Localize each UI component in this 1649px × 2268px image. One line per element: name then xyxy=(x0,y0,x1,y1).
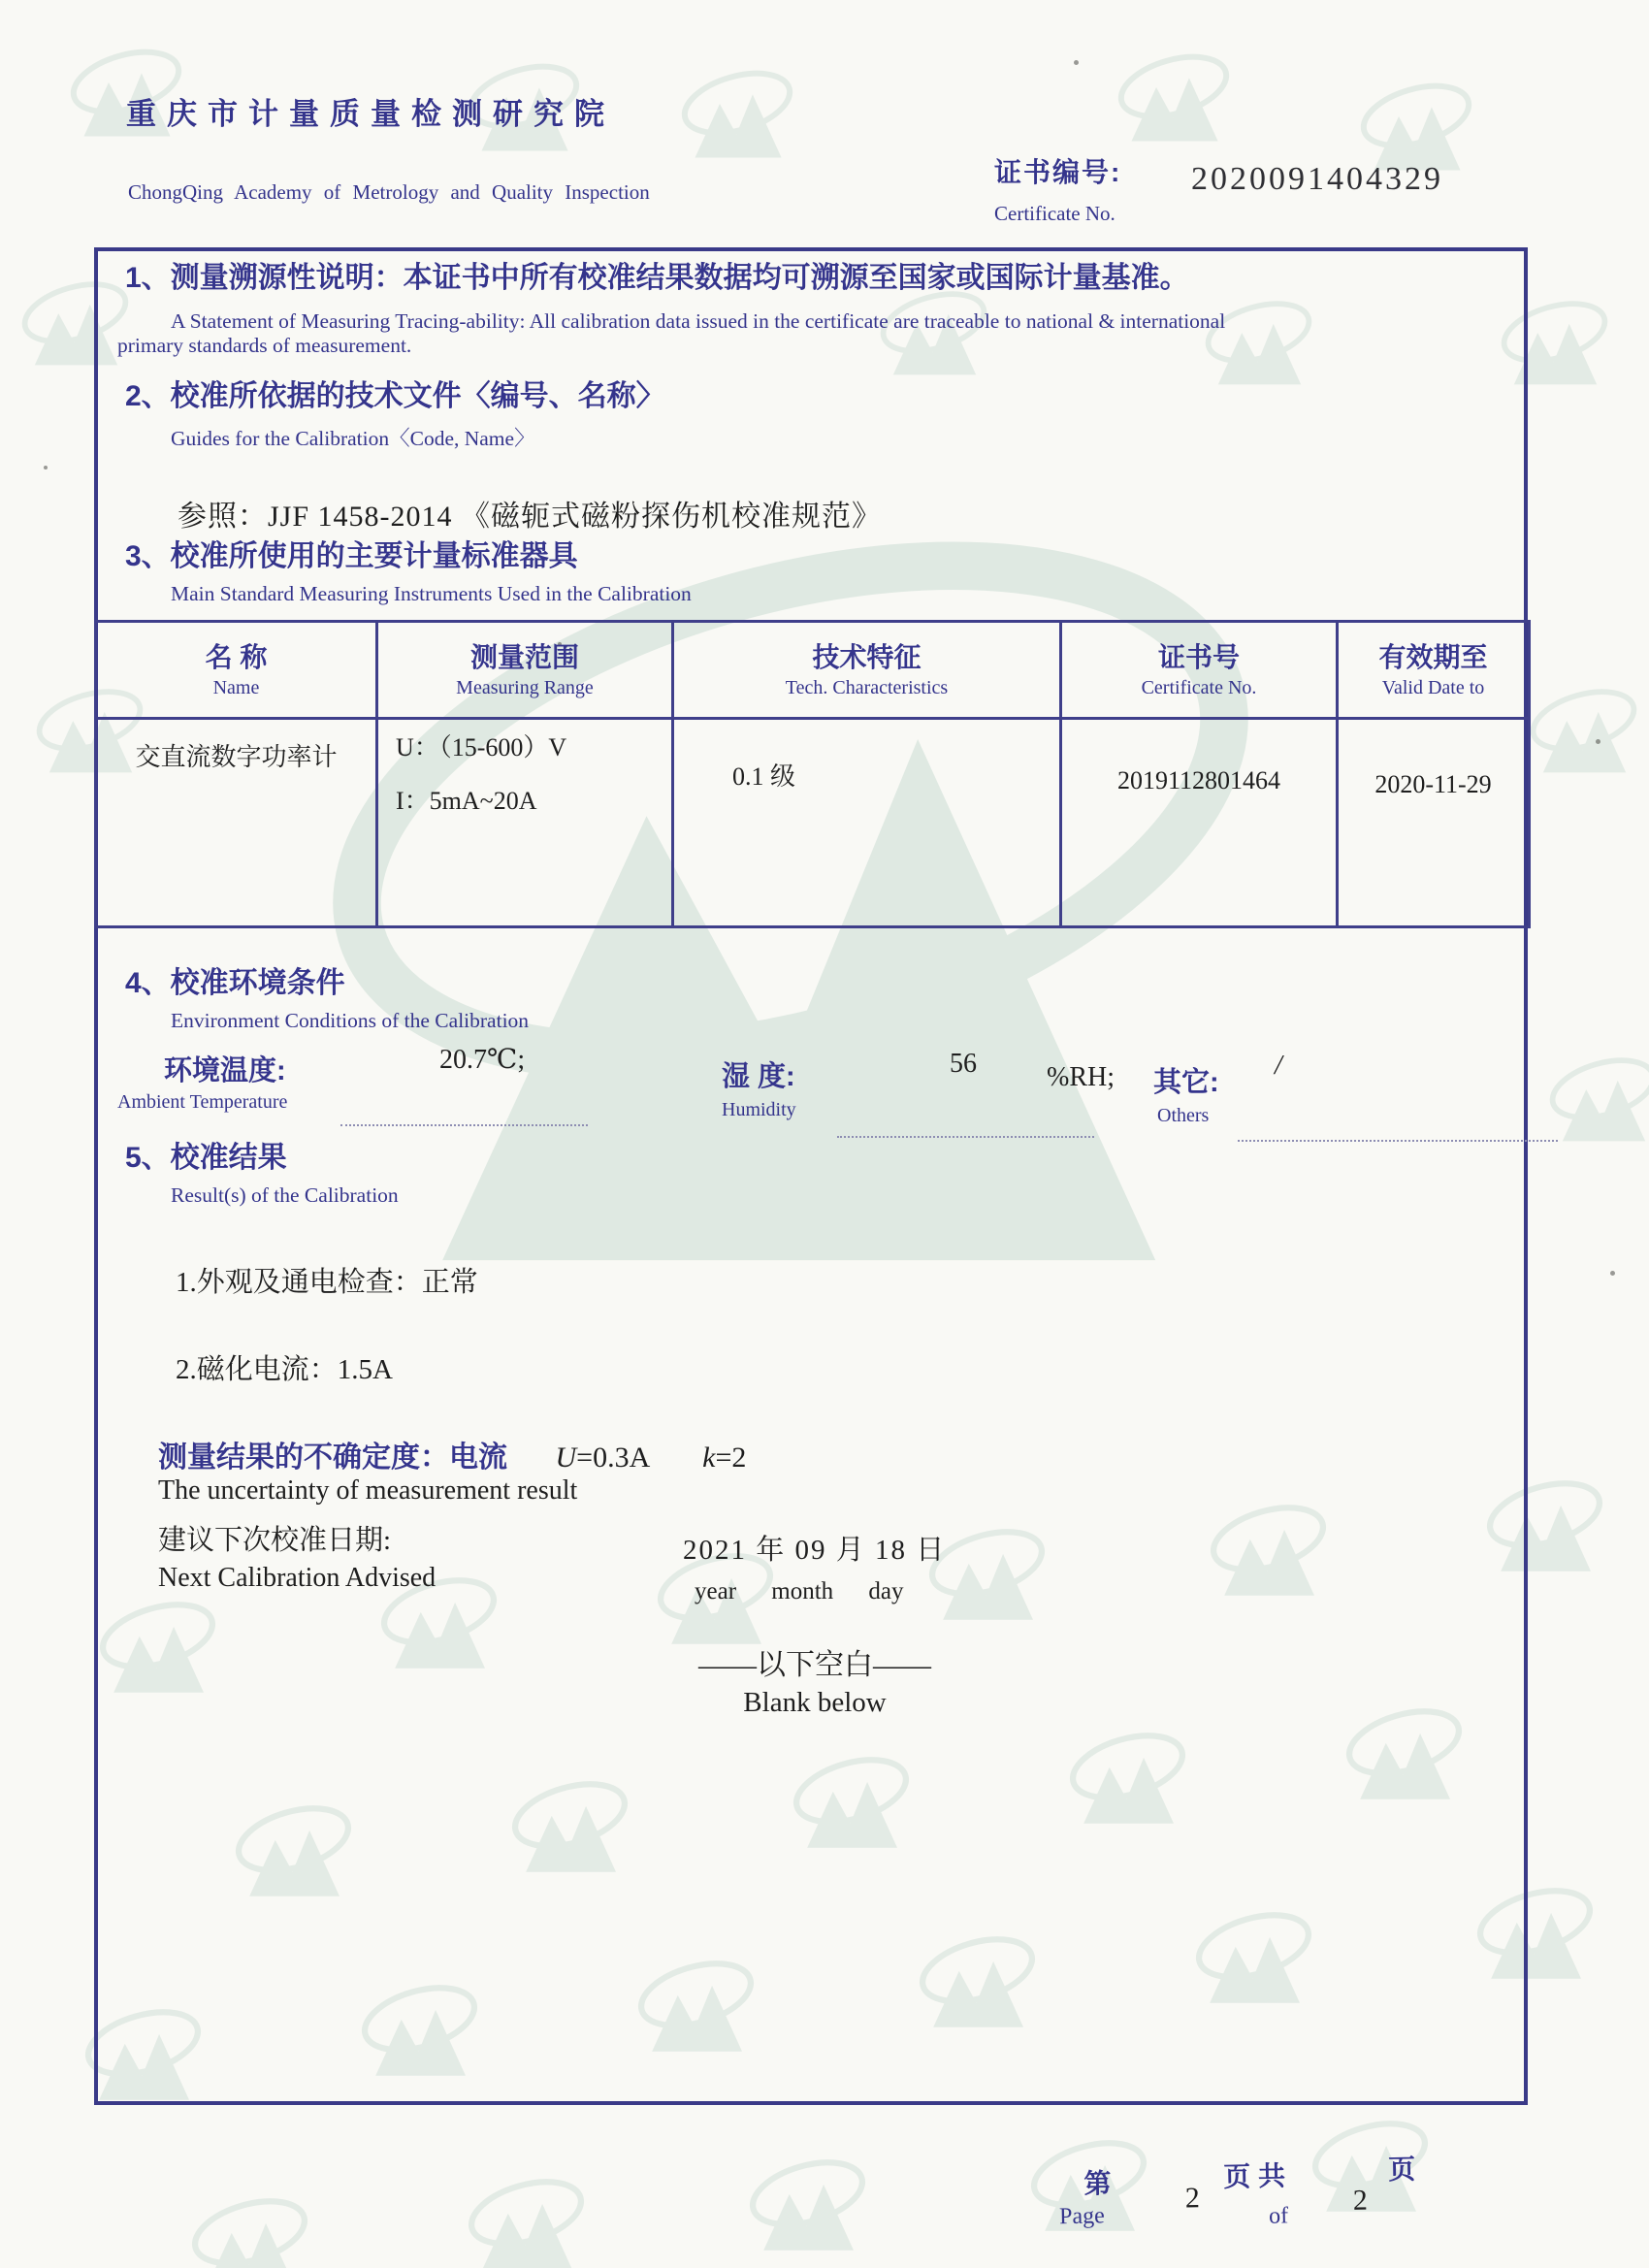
uncertainty-en: The uncertainty of measurement result xyxy=(158,1475,578,1506)
org-title-en: ChongQing Academy of Metrology and Quality Inspection xyxy=(128,180,650,204)
calibration-reference: 参照：JJF 1458-2014 《磁轭式磁粉探伤机校准规范》 xyxy=(178,501,883,533)
environment-conditions-row xyxy=(98,1045,1532,1155)
footer-page-cn: 第 xyxy=(1083,2168,1112,2199)
next-calibration-label-cn: 建议下次校准日期: xyxy=(158,1525,392,1556)
others-underline xyxy=(1238,1140,1558,1142)
section3-subtitle-en: Main Standard Measuring Instruments Used in the Calibration xyxy=(171,582,692,605)
instrument-valid-date: 2020-11-29 xyxy=(1374,770,1492,798)
footer-of-cn: 页 共 xyxy=(1222,2160,1286,2192)
certificate-number: 2020091404329 xyxy=(1191,161,1443,197)
table-row xyxy=(96,719,1530,927)
ambient-temp-label-en: Ambient Temperature xyxy=(117,1091,288,1113)
scan-speck xyxy=(1610,1271,1615,1276)
instrument-tech-class: 0.1 级 xyxy=(732,762,796,791)
section5-subtitle-en: Result(s) of the Calibration xyxy=(171,1183,399,1207)
uncertainty-line xyxy=(158,1433,746,1475)
col-header-name-cn: 名 称 xyxy=(205,642,268,672)
uncertainty-k-value: =2 xyxy=(715,1442,747,1474)
col-header-valid-cn: 有效期至 xyxy=(1378,642,1488,672)
footer-pages-unit-cn: 页 xyxy=(1387,2154,1416,2186)
org-logo-watermark xyxy=(1547,1048,1649,1150)
instrument-range-current: I：5mA~20A xyxy=(396,787,537,815)
scan-speck xyxy=(1596,739,1600,744)
footer-page-en: Page xyxy=(1058,2203,1106,2230)
scan-speck xyxy=(1074,60,1079,65)
footer-total-pages: 2 xyxy=(1352,2184,1369,2217)
humidity-value: 56 xyxy=(950,1049,977,1079)
section1-en-line1: A Statement of Measuring Tracing-ability: All calibration data issued in the certificate are traceable to national & international xyxy=(171,309,1226,333)
uncertainty-u-value: =0.3A xyxy=(576,1442,649,1474)
others-label-cn: 其它: xyxy=(1153,1067,1219,1098)
org-logo-watermark xyxy=(1116,44,1232,151)
blank-below-cn: ——以下空白—— xyxy=(698,1649,931,1681)
col-header-valid-en: Valid Date to xyxy=(1381,677,1485,698)
section5-title: 5、校准结果 xyxy=(125,1142,287,1174)
uncertainty-u-symbol: U xyxy=(555,1442,577,1474)
certificate-body-frame xyxy=(94,247,1528,2105)
col-header-certno-cn: 证书号 xyxy=(1157,642,1240,672)
others-value: / xyxy=(1275,1051,1282,1081)
org-logo-watermark xyxy=(1528,679,1639,782)
result-magnetizing-current: 2.磁化电流：1.5A xyxy=(176,1354,393,1385)
instrument-name: 交直流数字功率计 xyxy=(135,743,338,771)
section3-title: 3、校准所使用的主要计量标准器具 xyxy=(125,540,578,572)
section1-title: 1、测量溯源性说明：本证书中所有校准结果数据均可溯源至国家或国际计量基准。 xyxy=(125,262,1189,294)
org-logo-watermark xyxy=(747,2149,868,2261)
blank-below-en: Blank below xyxy=(743,1687,887,1718)
scan-speck xyxy=(44,466,48,470)
section2-title: 2、校准所依据的技术文件〈编号、名称〉 xyxy=(125,380,665,412)
temp-underline xyxy=(340,1124,588,1126)
col-header-range-cn: 测量范围 xyxy=(469,642,579,672)
section1-en-line2: primary standards of measurement. xyxy=(117,334,412,357)
section2-subtitle-en: Guides for the Calibration〈Code, Name〉 xyxy=(171,427,535,450)
col-header-tech-cn: 技术特征 xyxy=(812,642,922,672)
uncertainty-k-symbol: k xyxy=(702,1442,716,1474)
footer-page-number: 2 xyxy=(1184,2182,1201,2215)
org-logo-watermark xyxy=(679,60,795,168)
col-header-name-en: Name xyxy=(212,677,260,698)
page-footer xyxy=(1047,2152,1466,2267)
instrument-range-voltage: U：（15-600）V xyxy=(396,733,567,761)
result-check: 1.外观及通电检查：正常 xyxy=(176,1267,478,1298)
humidity-label-cn: 湿 度: xyxy=(722,1061,795,1092)
standard-instruments-table xyxy=(94,620,1531,928)
col-header-tech-en: Tech. Characteristics xyxy=(785,677,949,698)
instrument-cert-no: 2019112801464 xyxy=(1116,766,1281,794)
next-calibration-label-en: Next Calibration Advised xyxy=(158,1563,436,1593)
ambient-temp-label-cn: 环境温度: xyxy=(164,1055,286,1086)
section4-subtitle-en: Environment Conditions of the Calibration xyxy=(171,1009,530,1032)
certificate-no-label-en: Certificate No. xyxy=(994,202,1116,225)
footer-of-en: of xyxy=(1268,2203,1289,2229)
humidity-unit: %RH; xyxy=(1047,1062,1115,1092)
humidity-underline xyxy=(837,1136,1094,1138)
org-logo-watermark xyxy=(189,2187,310,2268)
others-label-en: Others xyxy=(1157,1105,1210,1126)
section4-title: 4、校准环境条件 xyxy=(125,967,345,999)
next-calibration-date: 2021 年 09 月 18 日 xyxy=(683,1535,947,1566)
table-header-row xyxy=(96,622,1530,719)
humidity-label-en: Humidity xyxy=(722,1099,796,1120)
ambient-temp-value: 20.7℃; xyxy=(439,1045,526,1075)
col-header-certno-en: Certificate No. xyxy=(1141,677,1257,698)
col-header-range-en: Measuring Range xyxy=(456,677,594,698)
certificate-no-label-cn: 证书编号: xyxy=(994,157,1122,187)
uncertainty-label: 测量结果的不确定度：电流 xyxy=(158,1442,507,1474)
org-title-cn: 重庆市计量质量检测研究院 xyxy=(126,97,615,131)
org-logo-watermark xyxy=(466,2168,587,2268)
next-calibration-date-en: year month day xyxy=(695,1578,904,1604)
